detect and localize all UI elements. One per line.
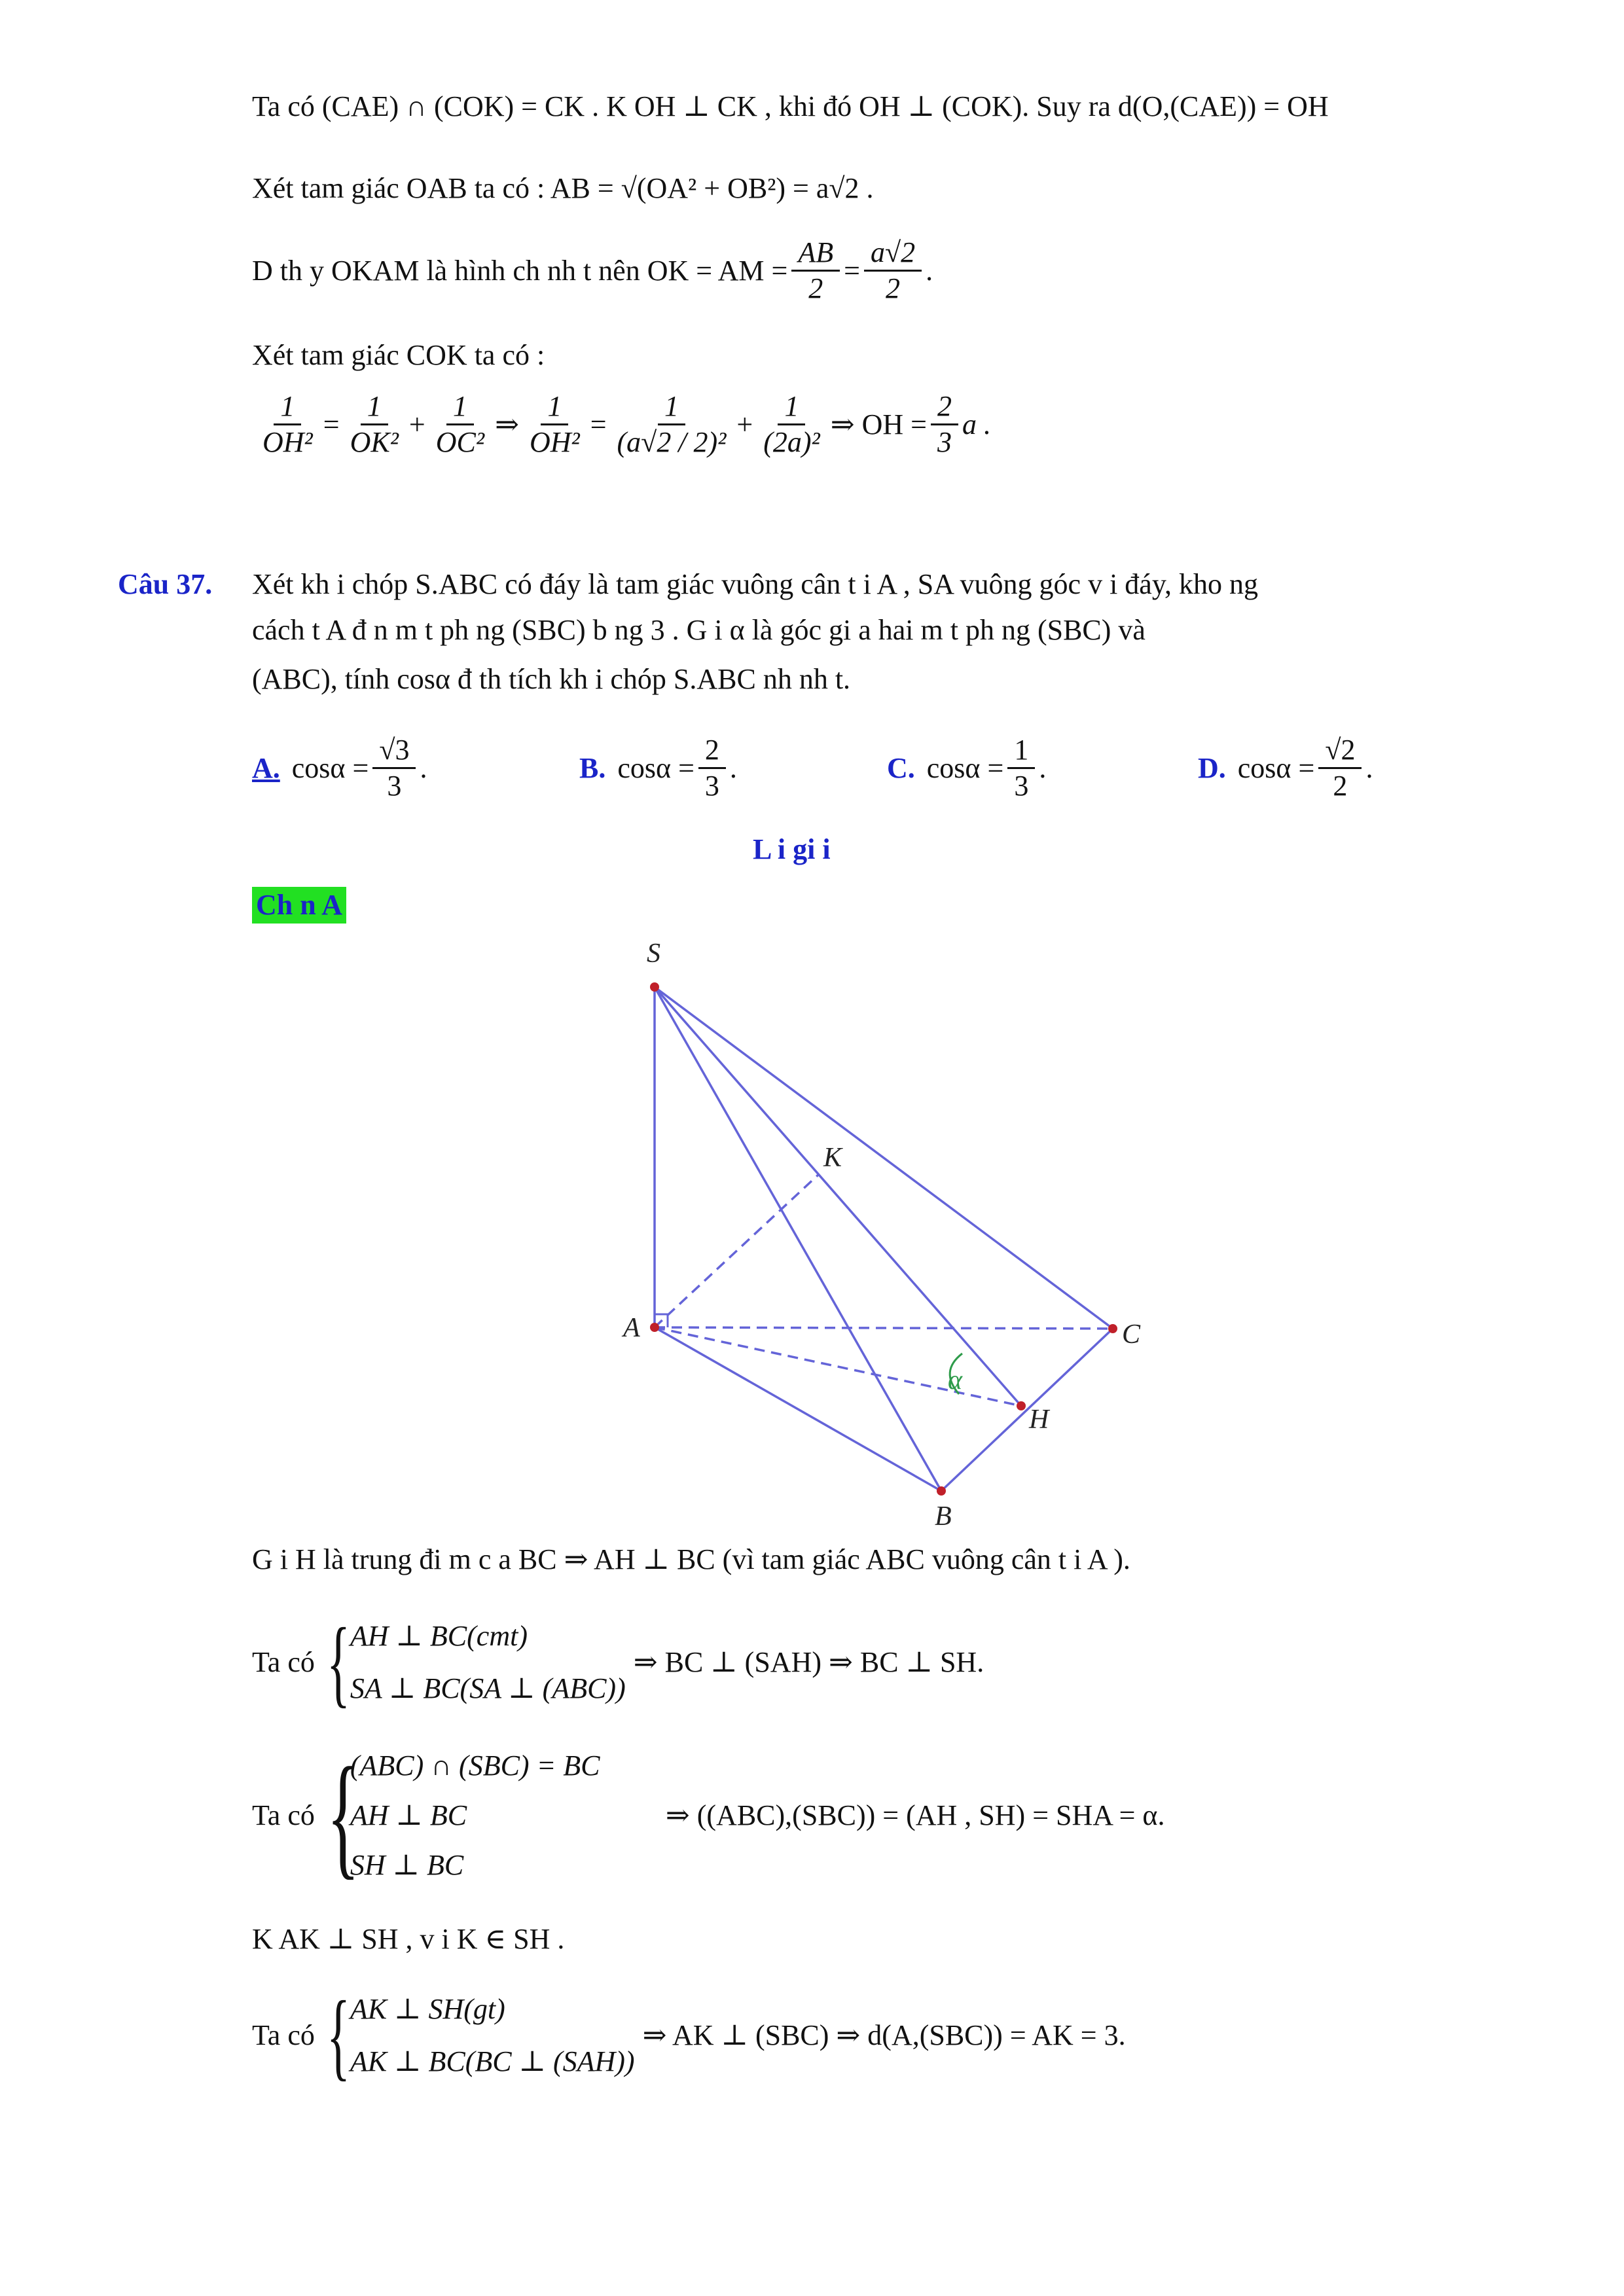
label-alpha: α — [948, 1365, 963, 1395]
option-c-key: C. — [887, 751, 915, 784]
segment-sh — [655, 987, 1021, 1406]
option-b[interactable]: B. cosα = $\frac{2}{3}$ . — [579, 734, 737, 802]
question-label: Câu 37. — [118, 568, 213, 600]
option-c-fraction: $\frac{1}{3}$ — [1007, 733, 1035, 803]
question-text-line-2: cách t A đ n m t ph ng (SBC) b ng 3 . G i α là góc gi a hai m t ph ng (SBC) và — [252, 614, 1146, 646]
point-s — [650, 982, 659, 992]
eq-frac-result: $\frac{2}{3}$ — [931, 389, 958, 459]
point-c — [1108, 1324, 1117, 1333]
label-k: K — [823, 1143, 842, 1173]
option-c[interactable]: C. cosα = $\frac{1}{3}$ . — [887, 734, 1047, 802]
label-h: H — [1029, 1405, 1049, 1435]
solution-step-4: K AK ⊥ SH , v i K ∈ SH . — [252, 1923, 565, 1955]
solution-step-1: G i H là trung đi m c a BC ⇒ AH ⊥ BC (vì tam giác ABC vuông cân t i A ). — [252, 1543, 1130, 1575]
option-b-key: B. — [579, 751, 606, 784]
label-a: A — [623, 1313, 640, 1343]
solution-step-5: Ta có { AK ⊥ SH(gt) AK ⊥ BC(BC ⊥ (SAH)) ⇒ AK ⊥ (SBC) ⇒ d(A,(SBC)) = AK = 3. — [252, 1981, 1126, 2090]
brace-step-3: { — [326, 1740, 360, 1892]
fraction-ab-over-2: $\frac{AB}{2}$ — [791, 236, 840, 306]
eq-frac-3: $\frac{1}{\text{OC²}}$ — [435, 390, 485, 458]
eq-frac-5: $\frac{1}{\text{(a√2 / 2)²}}$ — [617, 390, 727, 458]
text-line-4: Xét tam giác COK ta có : — [252, 339, 545, 371]
edge-sb — [655, 987, 941, 1491]
solution-step-3: Ta có { (ABC) ∩ (SBC) = BC AH ⊥ BC SH ⊥ BC ⇒ ((ABC),(SBC)) = (AH , SH) = SHA = α. — [252, 1740, 1165, 1892]
text-line-2: Xét tam giác OAB ta có : AB = √(OA² + OB²) = a√2 . — [252, 172, 874, 204]
label-s: S — [647, 939, 660, 969]
edge-sc — [655, 987, 1113, 1329]
question-text-line-1: Xét kh i chóp S.ABC có đáy là tam giác vuông cân t i A , SA vuông góc v i đáy, kho ng — [252, 568, 1258, 600]
eq-frac-6: $\frac{1}{\text{(2a)²}}$ — [763, 390, 820, 458]
segment-ak-hidden — [655, 1175, 818, 1327]
option-a-fraction: $\frac{√3}{3}$ — [372, 733, 416, 803]
label-c: C — [1122, 1319, 1141, 1350]
segment-ah-hidden — [655, 1327, 1021, 1406]
option-d-fraction: $\frac{√2}{2}$ — [1318, 733, 1362, 803]
brace-step-5: { — [326, 1981, 350, 2090]
pyramid-figure — [589, 936, 1178, 1525]
option-d-key: D. — [1198, 751, 1226, 784]
option-a-key: A. — [252, 751, 280, 784]
point-b — [937, 1486, 946, 1496]
option-b-fraction: $\frac{2}{3}$ — [698, 733, 726, 803]
solution-step-2: Ta có { AH ⊥ BC(cmt) SA ⊥ BC(SA ⊥ (ABC)) ⇒ BC ⊥ (SAH) ⇒ BC ⊥ SH. — [252, 1608, 984, 1717]
brace-step-2: { — [326, 1608, 350, 1717]
fraction-a-root2-over-2: $\frac{a√2}{2}$ — [864, 236, 922, 306]
point-h — [1017, 1401, 1026, 1410]
option-a[interactable]: A. cosα = $\frac{√3}{3}$ . — [252, 734, 427, 802]
text-line-3: D th y OKAM là hình ch nh t nên OK = AM = $\frac{AB}{2}$ = $\frac{a√2}{2}$ . — [252, 236, 933, 304]
text-line-3-pre: D th y OKAM là hình ch nh t nên OK = AM = — [252, 254, 788, 287]
label-b: B — [935, 1501, 952, 1525]
edge-ac-hidden — [655, 1327, 1113, 1329]
solution-heading: L i gi i — [753, 833, 831, 865]
edge-bc — [941, 1329, 1113, 1491]
chosen-answer: Ch n A — [252, 887, 346, 924]
question-text-line-3: (ABC), tính cosα đ th tích kh i chóp S.ABC nh nh t. — [252, 663, 851, 695]
eq-frac-4: $\frac{1}{\text{OH²}}$ — [529, 390, 580, 458]
text-line-1: Ta có (CAE) ∩ (COK) = CK . K OH ⊥ CK , khi đó OH ⊥ (COK). Suy ra d(O,(CAE)) = OH — [252, 90, 1329, 122]
point-a — [650, 1323, 659, 1332]
eq-frac-1: $\frac{1}{\text{OH²}}$ — [262, 390, 313, 458]
option-d[interactable]: D. cosα = $\frac{√2}{2}$ . — [1198, 734, 1373, 802]
edge-ab — [655, 1327, 941, 1491]
eq-frac-2: $\frac{1}{\text{OK²}}$ — [350, 390, 399, 458]
equation-oh: $\frac{1}{\text{OH²}}$ = $\frac{1}{\text{OK²}}$ + $\frac{1}{\text{OC²}}$ ⇒ $\frac{1}{\text{OH²}}$ = $\frac{1}{\text{(a√2 / 2)²}}$ + $\frac{1}{\text{(2a)²}}$ ⇒ OH = $\frac{2}{3}$ a . — [252, 389, 991, 459]
